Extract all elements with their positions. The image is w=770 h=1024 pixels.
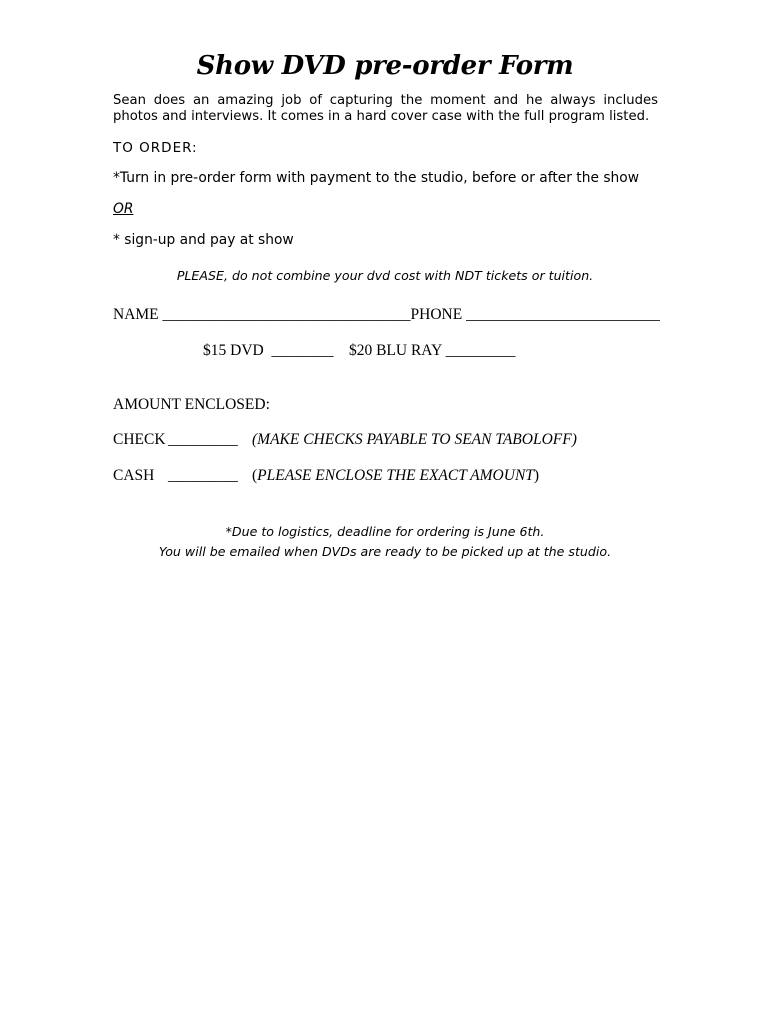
name-phone-row xyxy=(113,306,660,324)
pickup-note: You will be emailed when DVDs are ready to be picked up at the studio. xyxy=(158,544,612,559)
cash-label: CASH xyxy=(113,467,155,484)
amount-enclosed-label: AMOUNT ENCLOSED: xyxy=(113,396,270,413)
cash-amount-field[interactable]: _________ xyxy=(168,467,238,484)
to-order-heading: TO ORDER: xyxy=(113,140,198,156)
combine-notice: PLEASE, do not combine your dvd cost with NDT tickets or tuition. xyxy=(176,268,594,283)
or-separator: OR xyxy=(113,201,134,217)
deadline-note: *Due to logistics, deadline for ordering is June 6th. xyxy=(225,524,545,539)
dvd-quantity-field[interactable]: ________ xyxy=(271,342,334,359)
phone-field[interactable]: _________________________ xyxy=(466,306,660,323)
check-amount-field[interactable]: _________ xyxy=(168,431,238,448)
bluray-quantity-field[interactable]: _________ xyxy=(445,342,516,359)
order-option-studio: *Turn in pre-order form with payment to the studio, before or after the show xyxy=(113,170,639,186)
check-label: CHECK xyxy=(113,431,166,448)
cash-note-close: ) xyxy=(533,467,540,484)
product-row xyxy=(203,342,515,360)
intro-paragraph: Sean does an amazing job of capturing the moment and he always includes photos and interviews. It comes in a hard cover case with the full program listed. xyxy=(113,93,658,124)
page-title: Show DVD pre-order Form xyxy=(196,51,574,81)
cash-note-open: ( xyxy=(252,467,258,484)
cash-note xyxy=(252,467,539,485)
phone-label: PHONE xyxy=(410,306,463,323)
cash-note-text: PLEASE ENCLOSE THE EXACT AMOUNT xyxy=(257,467,534,484)
name-field[interactable]: ________________________________ xyxy=(162,306,411,323)
name-label: NAME xyxy=(113,306,159,323)
order-option-show: * sign-up and pay at show xyxy=(113,232,294,248)
bluray-label: $20 BLU RAY xyxy=(348,342,442,359)
check-payable-note: (MAKE CHECKS PAYABLE TO SEAN TABOLOFF) xyxy=(252,431,577,448)
dvd-label: $15 DVD xyxy=(203,342,264,359)
